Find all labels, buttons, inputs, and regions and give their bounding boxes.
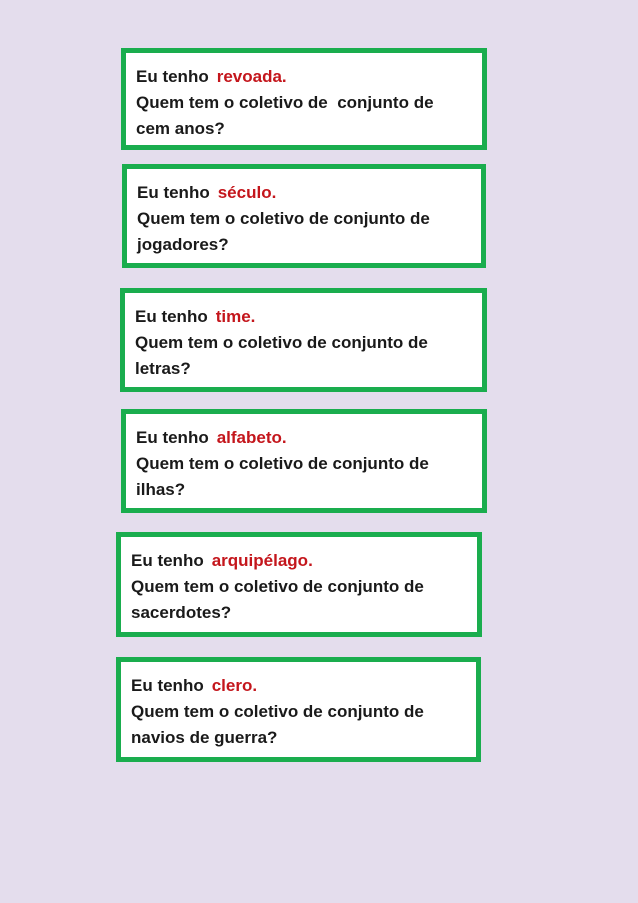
card-first-line	[135, 304, 472, 330]
card-answer: arquipélago.	[211, 551, 313, 570]
card-prefix: Eu tenho	[136, 428, 209, 447]
card-question-line2: letras?	[135, 359, 191, 378]
card-time	[120, 288, 487, 392]
card-answer: time.	[215, 307, 256, 326]
card-arquipelago	[116, 532, 482, 637]
card-answer: século.	[217, 183, 277, 202]
card-first-line	[131, 673, 466, 699]
card-question-line1: Quem tem o coletivo de conjunto de	[131, 577, 424, 596]
card-seculo	[122, 164, 486, 268]
card-clero	[116, 657, 481, 762]
card-question-line1: Quem tem o coletivo de conjunto de	[136, 454, 429, 473]
card-question-line1: Quem tem o coletivo de conjunto de	[137, 209, 430, 228]
card-alfabeto	[121, 409, 487, 513]
card-question-line2: jogadores?	[137, 235, 229, 254]
card-prefix: Eu tenho	[131, 551, 204, 570]
card-question-line2: ilhas?	[136, 480, 186, 499]
card-prefix: Eu tenho	[135, 307, 208, 326]
card-answer: alfabeto.	[216, 428, 287, 447]
card-answer: clero.	[211, 676, 258, 695]
card-first-line	[136, 64, 472, 90]
card-first-line	[137, 180, 471, 206]
card-prefix: Eu tenho	[131, 676, 204, 695]
card-revoada	[121, 48, 487, 150]
card-question-line1: Quem tem o coletivo de conjunto de	[131, 702, 424, 721]
card-question-line1: Quem tem o coletivo de conjunto de	[136, 93, 434, 112]
card-question-line2: navios de guerra?	[131, 728, 278, 747]
card-prefix: Eu tenho	[137, 183, 210, 202]
card-prefix: Eu tenho	[136, 67, 209, 86]
card-question-line2: cem anos?	[136, 119, 225, 138]
card-first-line	[136, 425, 472, 451]
card-answer: revoada.	[216, 67, 287, 86]
card-first-line	[131, 548, 467, 574]
card-question-line2: sacerdotes?	[131, 603, 232, 622]
card-question-line1: Quem tem o coletivo de conjunto de	[135, 333, 428, 352]
